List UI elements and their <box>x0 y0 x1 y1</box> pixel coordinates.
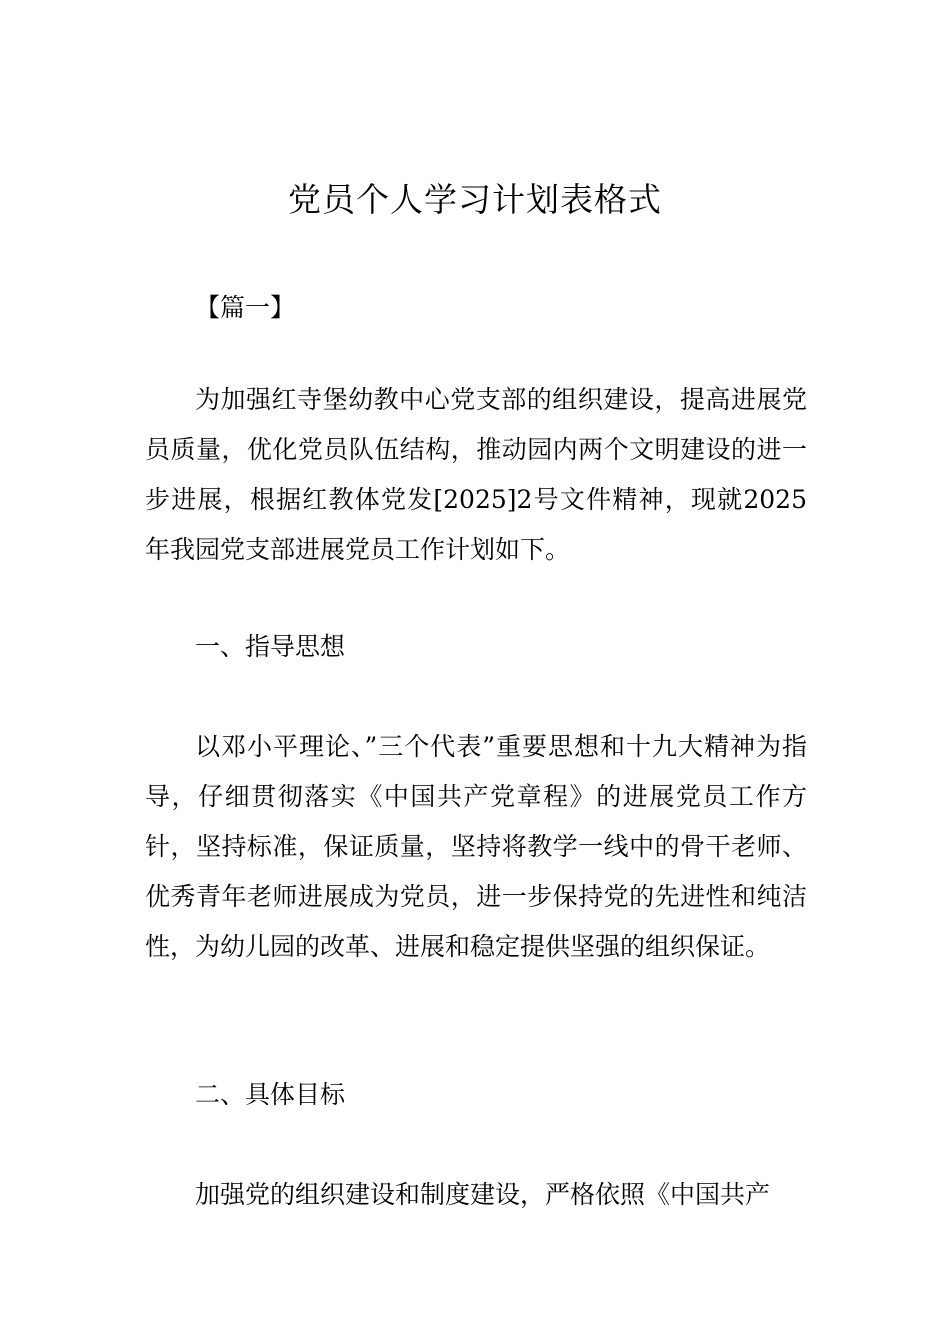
guiding-thought-paragraph: 以邓小平理论、”三个代表”重要思想和十九大精神为指导，仔细贯彻落实《中国共产党章程》的进展党员工作方针，坚持标准，保证质量，坚持将教学一线中的骨干老师、优秀青年老师进展成为党员，进一步保持党的先进性和纯洁性，为幼儿园的改革、进展和稳定提供坚强的组织保证。 <box>145 732 807 961</box>
heading-specific-goals: 二、具体目标 <box>195 1080 346 1109</box>
intro-paragraph: 为加强红寺堡幼教中心党支部的组织建设，提高进展党员质量，优化党员队伍结构，推动园内两个文明建设的进一步进展，根据红教体党发[2025]2号文件精神，现就2025年我园党支部进展党员工作计划如下。 <box>145 385 807 564</box>
specific-goals-paragraph: 加强党的组织建设和制度建设，严格依照《中国共产 <box>195 1180 771 1209</box>
section-label: 【篇一】 <box>195 293 296 322</box>
heading-guiding-thought: 一、指导思想 <box>195 632 346 661</box>
document-title: 党员个人学习计划表格式 <box>288 180 662 219</box>
